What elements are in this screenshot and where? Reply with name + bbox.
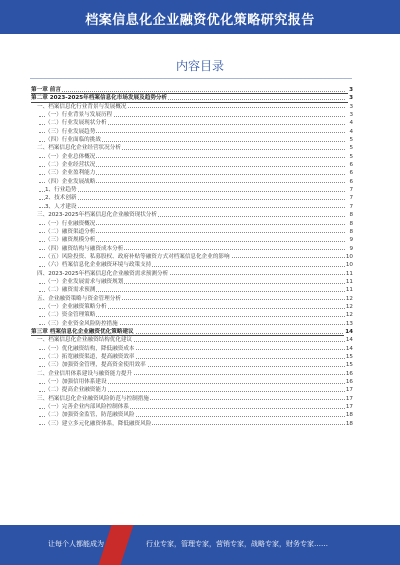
- toc-entry[interactable]: [31, 411, 353, 419]
- toc-entry-text: （三）行业发展趋势: [45, 128, 96, 135]
- toc-entry-page-number: 7: [349, 187, 353, 194]
- toc-entry[interactable]: [31, 153, 353, 161]
- toc-entry-page-number: 11: [345, 270, 353, 277]
- toc-entry-text: （四）行业面临的挑战: [45, 137, 101, 144]
- toc-entry[interactable]: [31, 144, 353, 152]
- report-title: 档案信息化企业融资优化策略研究报告: [85, 13, 315, 28]
- toc-entry-text: （一）企业总体概况: [45, 153, 96, 160]
- toc-entry-page-number: 9: [349, 237, 353, 244]
- toc-entry-text: 二、档案信息化企业经营状况分析: [37, 145, 121, 152]
- toc-entry[interactable]: [31, 270, 353, 278]
- toc-entry[interactable]: [31, 186, 353, 194]
- toc-entry-text: （一）加强信用体系建设: [45, 379, 107, 386]
- toc-entry-text: （一）优化融资结构，降低融资成本: [45, 345, 135, 352]
- toc-entry-text: 五、企业融资策略与资金管理分析: [37, 295, 121, 302]
- toc-entry[interactable]: [31, 203, 353, 211]
- toc-entry-text: （二）拓宽融资渠道，提高融资效率: [45, 354, 135, 360]
- toc-entry-text: （一）企业融资策略分析: [45, 303, 107, 310]
- toc-entry-text: （三）企业资金风险防控措施: [45, 320, 118, 327]
- toc-entry-page-number: 8: [349, 220, 353, 227]
- toc-entry-text: （三）融资规模分析: [45, 237, 96, 244]
- toc-entry-text: （三）建立多元化融资体系，降低融资风险: [45, 420, 152, 427]
- toc-entry[interactable]: [31, 403, 353, 411]
- toc-entry-page-number: 18: [345, 412, 353, 419]
- toc-entry-page-number: 18: [345, 420, 353, 427]
- toc-entry-text: （二）提高企业融资能力: [45, 387, 107, 394]
- toc-entry-text: （一）行业融资概况: [45, 220, 96, 227]
- toc-entry[interactable]: [31, 253, 353, 261]
- toc-entry-text: （二）加强资金监管，防范融资风险: [45, 412, 135, 419]
- toc-entry[interactable]: [31, 370, 353, 378]
- toc-entry-text: （二）资金管理策略: [45, 312, 96, 319]
- toc-entry-page-number: 17: [345, 395, 353, 402]
- toc-entry-page-number: 14: [345, 328, 353, 335]
- toc-entry-text: 三、2023-2025年档案信息化企业融资现状分析: [37, 212, 157, 219]
- toc-entry[interactable]: [31, 261, 353, 269]
- toc-entry-page-number: 8: [349, 212, 353, 219]
- toc-entry-text: （六）档案信息化企业融资环境与政策支持: [45, 262, 152, 269]
- toc-entry[interactable]: [31, 228, 353, 236]
- toc-entry-page-number: 6: [349, 162, 353, 169]
- toc-entry-text: 2、技术创新: [45, 195, 77, 202]
- toc-entry-text: 第一章 前言: [31, 87, 61, 93]
- footer-slogan-left: 让每个人都能成为: [48, 540, 104, 548]
- toc-entry[interactable]: [31, 328, 353, 336]
- toc-entry-page-number: 9: [349, 245, 353, 252]
- toc-entry-page-number: 12: [345, 303, 353, 310]
- toc-entry-page-number: 13: [345, 320, 353, 327]
- toc-entry-page-number: 11: [345, 278, 353, 285]
- toc-entry-text: 一、档案信息化企业融资结构优化建议: [37, 337, 133, 344]
- toc-entry[interactable]: [31, 278, 353, 286]
- toc-entry-page-number: 10: [345, 262, 353, 269]
- toc-entry-page-number: 6: [349, 170, 353, 177]
- toc-entry[interactable]: [31, 320, 353, 328]
- toc-entry-page-number: 14: [345, 345, 353, 352]
- toc-entry[interactable]: [31, 336, 353, 344]
- toc-entry-page-number: 12: [345, 295, 353, 302]
- toc-entry[interactable]: [31, 386, 353, 394]
- toc-entry[interactable]: [31, 194, 353, 202]
- toc-entry[interactable]: [31, 103, 353, 111]
- toc-entry-page-number: 11: [345, 287, 353, 294]
- toc-entry-page-number: 15: [345, 362, 353, 369]
- toc-entry[interactable]: [31, 94, 353, 102]
- toc-entry-page-number: 16: [345, 370, 353, 377]
- toc-entry-text: （一）行业背景与发展历程: [45, 112, 113, 119]
- toc-entry[interactable]: [31, 378, 353, 386]
- toc-leader-dots: [39, 91, 345, 92]
- toc-entry-page-number: 3: [349, 87, 353, 93]
- toc-entry-page-number: 8: [349, 228, 353, 235]
- toc-entry[interactable]: [31, 111, 353, 119]
- toc-entry-text: （三）加强资金管理，提高资金使用效率: [45, 362, 146, 369]
- toc-entry-text: 三、档案信息化企业融资风险防范与控制措施: [37, 395, 149, 402]
- table-of-contents: [31, 86, 353, 428]
- toc-entry[interactable]: [31, 353, 353, 361]
- toc-leader-dots: [39, 207, 345, 208]
- toc-entry-text: （四）融资结构与融资成本分析: [45, 245, 124, 252]
- toc-leader-dots: [39, 191, 345, 192]
- toc-entry[interactable]: [31, 395, 353, 403]
- toc-entry[interactable]: [31, 119, 353, 127]
- report-header-bar: [0, 0, 400, 34]
- toc-entry[interactable]: [31, 169, 353, 177]
- toc-entry[interactable]: [31, 86, 353, 94]
- toc-entry[interactable]: [31, 295, 353, 303]
- toc-entry-page-number: 5: [349, 153, 353, 160]
- toc-entry-text: 3、人才建设: [45, 203, 77, 210]
- toc-entry-text: （二）行业发展现状分析: [45, 120, 107, 127]
- toc-entry[interactable]: [31, 136, 353, 144]
- toc-entry-text: （五）风险投资、私募股权、政府补贴等融资方式对档案信息化企业的影响: [45, 253, 230, 260]
- toc-heading-divider: [30, 78, 352, 79]
- toc-entry[interactable]: [31, 311, 353, 319]
- toc-entry[interactable]: [31, 345, 353, 353]
- toc-entry-page-number: 16: [345, 379, 353, 386]
- toc-entry-text: （一）企业发展需求与融资规划: [45, 278, 124, 285]
- toc-entry[interactable]: [31, 211, 353, 219]
- toc-entry-text: 一、档案信息化行业背景与发展概况: [37, 103, 127, 110]
- toc-entry-text: （二）融资需求预测: [45, 287, 96, 294]
- toc-entry-text: 第二章 2023-2025年档案信息化市场发展及趋势分析: [31, 95, 168, 102]
- footer-banner: [0, 525, 400, 565]
- toc-entry[interactable]: [31, 236, 353, 244]
- toc-entry-text: （三）企业盈利能力: [45, 170, 96, 177]
- footer-slogan-right: 行业专家，管理专家，营销专家，战略专家，财务专家……: [146, 540, 328, 548]
- toc-entry-text: 1、行业趋势: [45, 187, 77, 194]
- toc-entry-text: （一）完善企业内部风险控制体系: [45, 404, 129, 411]
- toc-entry[interactable]: [31, 420, 353, 428]
- toc-entry-page-number: 14: [345, 337, 353, 344]
- toc-entry-text: （二）企业经营状况: [45, 162, 96, 169]
- toc-entry[interactable]: [31, 178, 353, 186]
- toc-entry-page-number: 6: [349, 178, 353, 185]
- toc-entry-text: 四、2023-2025年档案信息化企业融资需求预测分析: [37, 270, 169, 277]
- toc-entry-text: （二）融资渠道分析: [45, 228, 96, 235]
- toc-entry-page-number: 4: [349, 128, 353, 135]
- toc-entry-page-number: 5: [349, 145, 353, 152]
- toc-entry-page-number: 15: [345, 354, 353, 360]
- toc-leader-dots: [39, 199, 345, 200]
- toc-entry-page-number: 10: [345, 253, 353, 260]
- toc-entry-page-number: 5: [349, 137, 353, 144]
- toc-entry[interactable]: [31, 245, 353, 253]
- toc-entry-page-number: 3: [349, 95, 353, 102]
- toc-entry-page-number: 12: [345, 312, 353, 319]
- toc-entry-page-number: 4: [349, 120, 353, 127]
- toc-entry[interactable]: [31, 286, 353, 294]
- toc-entry-text: 第三章 档案信息化企业融资优化策略建议: [31, 328, 134, 335]
- toc-entry[interactable]: [31, 220, 353, 228]
- toc-entry-page-number: 7: [349, 203, 353, 210]
- toc-entry-text: 二、企业信用体系建设与融资能力提升: [37, 370, 133, 377]
- toc-entry-page-number: 3: [349, 112, 353, 119]
- toc-entry-page-number: 17: [345, 387, 353, 394]
- toc-entry-page-number: 7: [349, 195, 353, 202]
- toc-entry-page-number: 3: [349, 103, 353, 110]
- toc-entry[interactable]: [31, 361, 353, 369]
- toc-entry[interactable]: [31, 161, 353, 169]
- toc-heading: 内容目录: [175, 59, 224, 73]
- toc-entry[interactable]: [31, 303, 353, 311]
- toc-entry-page-number: 17: [345, 404, 353, 411]
- toc-entry-text: （四）企业发展战略: [45, 178, 96, 185]
- toc-entry[interactable]: [31, 128, 353, 136]
